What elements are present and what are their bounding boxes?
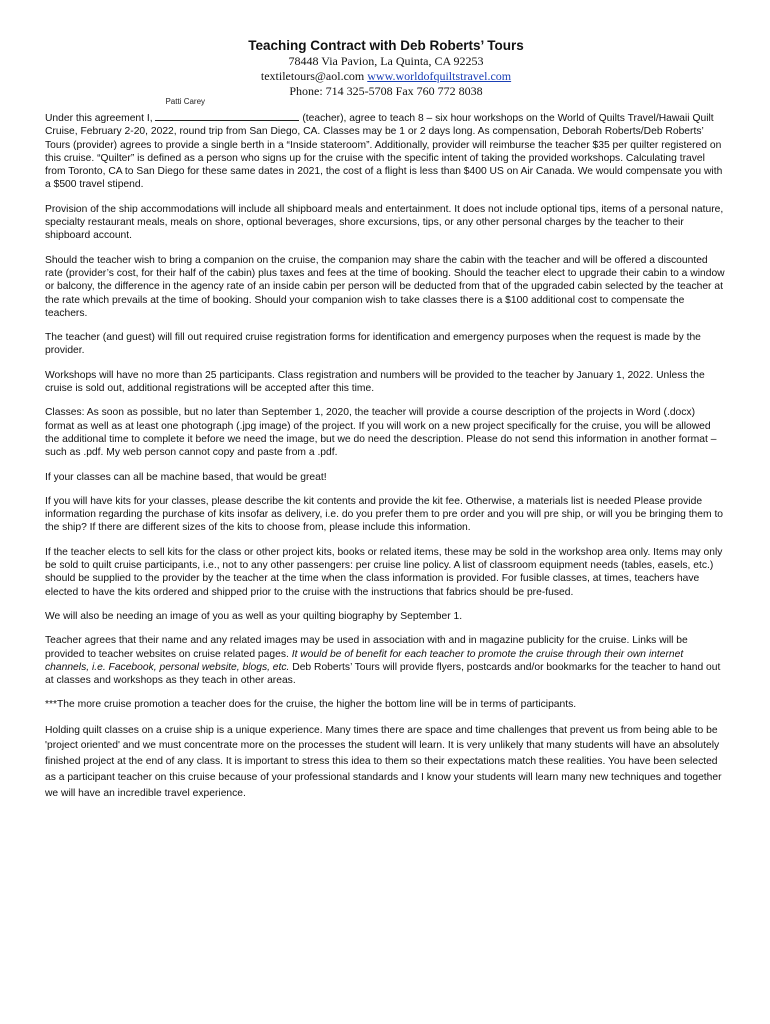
promo-note: ***The more cruise promotion a teacher does for the cruise, the higher the bottom line will be in terms of participants. <box>45 699 577 711</box>
contract-page <box>45 0 727 813</box>
agreement-lead: Under this agreement I, <box>45 113 156 124</box>
publicity-italic: It would be of benefit for each teacher to promote the cruise through their own internet channels, i.e. Facebook, personal website, blogs, etc. <box>45 648 684 673</box>
teacher-name-underline <box>155 110 299 121</box>
kits-paragraph: If you will have kits for your classes, please describe the kit contents and provide the kit fee. Otherwise, a materials list is needed Please provide information regarding the purchase of kits insofar as delivery, i.e. do you prefer them to pre order and you will pre ship, or will you be bringing them to the ship? If there are different sizes of the kits to choose from, please include this information. <box>45 495 724 534</box>
email-text: textiletours@aol.com <box>260 69 365 83</box>
machine-paragraph: If your classes can all be machine based, that would be great! <box>45 471 327 483</box>
classes-paragraph: Classes: As soon as possible, but no later than September 1, 2020, the teacher will provide a course description of the projects in Word (.docx) format as well as at least one photograph (.jpg image) of the project. If you will work on a new project specifically for the cruise, you will be allowed the additional time to complete it before we need the image, but we do need the description. Please do not send this information in another format – such as .pdf. My web person cannot copy and paste from a .pdf. <box>45 407 717 459</box>
registration-paragraph: The teacher (and guest) will fill out required cruise registration forms for identification and emergency purposes when the request is made by the provider. <box>45 332 701 357</box>
agreement-paragraph <box>45 97 727 192</box>
contact-line <box>45 69 727 84</box>
closing-paragraph: Holding quilt classes on a cruise ship is a unique experience. Many times there are space and time challenges that prevent us from being able to be 'project oriented' and we must concentrate more on the processes the student will learn. It is very unlikely that many students will have an absolutely finished project at the end of any class. It is important to stress this idea to them so their expectations match these realities. You have been selected as a participant teacher on this cruise because of your professional standards and I know your students will learn many new techniques and together we will have an incredible travel experience. <box>45 724 722 799</box>
contract-body <box>45 97 727 802</box>
teacher-name-field[interactable] <box>155 97 299 125</box>
publicity-paragraph <box>45 634 727 687</box>
companion-paragraph: Should the teacher wish to bring a companion on the cruise, the companion may share the cabin with the teacher and will be offered a discounted rate (provider’s cost, for their half of the cabin) plus taxes and fees at the time of booking. Should the teacher elect to upgrade their cabin to a window or balcony, the difference in the agency rate of an inside cabin per person will be deducted from that of the upgraded cabin selected by the teacher at the rate which prevails at the time of booking. Should your companion wish to take classes there is a $100 additional cost to compensate the teachers. <box>45 254 725 319</box>
sales-paragraph: If the teacher elects to sell kits for the class or other project kits, books or related items, these may be sold in the workshop area only. Items may only be sold to quilt cruise participants, i.e., not to any other passengers: per cruise line policy. A list of classroom equipment needs (tables, easels, etc.) should be supplied to the provider by the teacher at the time when the class information is provided. For fusible classes, at times, teachers have elected to have the kits ordered and shipped prior to the cruise with the instructions that fabrics should be pre-fused. <box>45 546 723 598</box>
workshops-paragraph: Workshops will have no more than 25 participants. Class registration and numbers will be provided to the teacher by January 1, 2022. Unless the cruise is sold out, additional registrations will be accepted after this time. <box>45 369 705 395</box>
teacher-name-value: Patti Carey <box>165 97 206 106</box>
publicity-lead: Teacher agrees that their name and any related images may be used in association with and in magazine publicity for the cruise. Links will be provided to teacher websites on cruise related pages. <box>45 635 688 660</box>
address-line: 78448 Via Pavion, La Quinta, CA 92253 <box>288 54 484 68</box>
website-link[interactable]: www.worldofquiltstravel.com <box>367 69 512 83</box>
document-title: Teaching Contract with Deb Roberts’ Tours <box>248 38 524 53</box>
closing-section <box>45 723 727 802</box>
biography-paragraph: We will also be needing an image of you as well as your quilting biography by September 1. <box>45 610 463 622</box>
publicity-tail: Deb Roberts’ Tours will provide flyers, postcards and/or bookmarks for the teacher to hand out at classes and workshops as they teach in other areas. <box>45 661 721 687</box>
agreement-rest: (teacher), agree to teach 8 – six hour workshops on the World of Quilts Travel/Hawaii Quilt Cruise, February 2-20, 2022, round trip from San Diego, CA. Classes may be 1 or 2 days long. As compensation, Deborah Roberts/Deb Roberts’ Tours (provider) agrees to provide a single berth in a “Inside stateroom”. Additionally, provider will reimburse the teacher $35 per quilter registered on this cruise. “Quilter” is defined as a person who signs up for the cruise with the specific intent of taking the provided workshops. Calculating travel from Toronto, CA to San Diego for these same dates in 2021, the cost of a flight is less than $400 US on Air Canada. We would compensate you with a $500 travel stipend. <box>45 113 723 191</box>
accommodations-paragraph: Provision of the ship accommodations will include all shipboard meals and entertainment. It does not include optional tips, items of a personal nature, specialty restaurant meals, meals on shore, optional beverages, shore excursions, tips, or any other personal charges by the teacher to their shipboard account. <box>45 203 724 242</box>
phone-line: Phone: 714 325-5708 Fax 760 772 8038 <box>289 84 483 98</box>
